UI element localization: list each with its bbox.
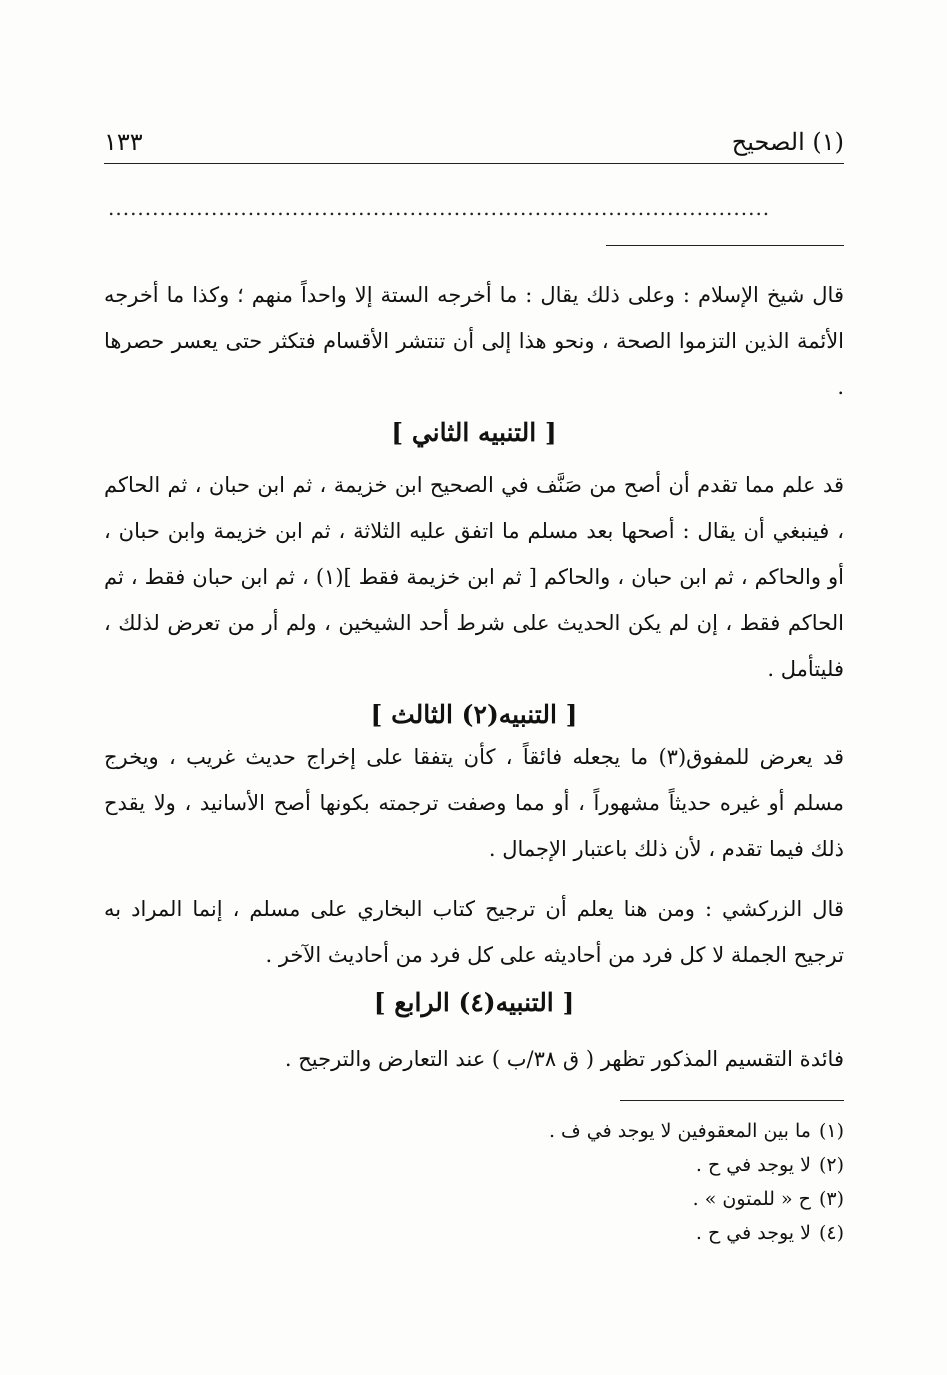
- footnote-item: [104, 1148, 844, 1182]
- paragraph-fourth-note: فائدة التقسيم المذكور تظهر ( ق ٣٨/ب ) عند التعارض والترجيح .: [284, 1047, 844, 1071]
- footnote-number: (٢): [818, 1154, 844, 1176]
- footnote-text: لا يوجد في ح .: [695, 1222, 811, 1244]
- page-number: ١٣٣: [104, 128, 143, 156]
- footnote-item: [104, 1216, 844, 1250]
- paragraph-zarkashi: قال الزركشي : ومن هنا يعلم أن ترجيح كتاب البخاري على مسلم ، إنما المراد به ترجيح الجملة لا كل فرد من أحاديثه على كل فرد من أحاديث الآخر .: [104, 897, 844, 967]
- running-head: [104, 128, 844, 162]
- footnote-rule: [620, 1100, 844, 1101]
- paragraph-third-note: قد يعرض للمفوق(٣) ما يجعله فائقاً ، كأن يتفقا على إخراج حديث غريب ، ويخرج مسلم أو غيره حديثاً مشهوراً ، أو مما وصفت ترجمته بكونها أصح الأسانيد ، ولا يقدح ذلك فيما تقدم ، لأن ذلك باعتبار الإجمال .: [104, 745, 844, 861]
- paragraph-second-note: قد علم مما تقدم أن أصح من صَنَّف في الصحيح ابن خزيمة ، ثم ابن حبان ، ثم الحاكم ، فينبغي أن يقال : أصحها بعد مسلم ما اتفق عليه الثلاثة ، ثم ابن خزيمة وابن حبان ، أو والحاكم ، ثم ابن حبان ، والحاكم [ ثم ابن خزيمة فقط ](١) ، ثم ابن حبان فقط ، ثم الحاكم فقط ، إن لم يكن الحديث على شرط أحد الشيخين ، ولم أر من تعرض لذلك ، فليتأمل .: [104, 473, 844, 681]
- footnote-number: (٣): [818, 1188, 844, 1210]
- header-rule: [104, 163, 844, 164]
- footnotes-list: [104, 1114, 844, 1250]
- heading-fourth-note: [ التنبيه(٤) الرابع ]: [373, 988, 575, 1017]
- footnote-number: (٤): [818, 1222, 844, 1244]
- dotted-line: ..........................................................................................: [108, 196, 771, 220]
- footnote-text: ح « للمتون » .: [692, 1188, 811, 1210]
- footnote-text: لا يوجد في ح .: [695, 1154, 811, 1176]
- footnote-text: ما بين المعقوفين لا يوجد في ف .: [548, 1120, 811, 1142]
- heading-second-note: [ التنبيه الثاني ]: [391, 418, 557, 447]
- footnote-item: [104, 1182, 844, 1216]
- footnote-number: (١): [818, 1120, 844, 1142]
- heading-third-note: [ التنبيه(٢) الثالث ]: [370, 700, 578, 729]
- section-rule: [606, 245, 844, 246]
- running-head-title: (١) الصحيح: [731, 128, 844, 156]
- footnote-item: [104, 1114, 844, 1148]
- paragraph-shaykh-al-islam: قال شيخ الإسلام : وعلى ذلك يقال : ما أخرجه الستة إلا واحداً منهم ؛ وكذا ما أخرجه الأئمة الذين التزموا الصحة ، ونحو هذا إلى أن تنتشر الأقسام فتكثر حتى يعسر حصرها .: [104, 283, 844, 399]
